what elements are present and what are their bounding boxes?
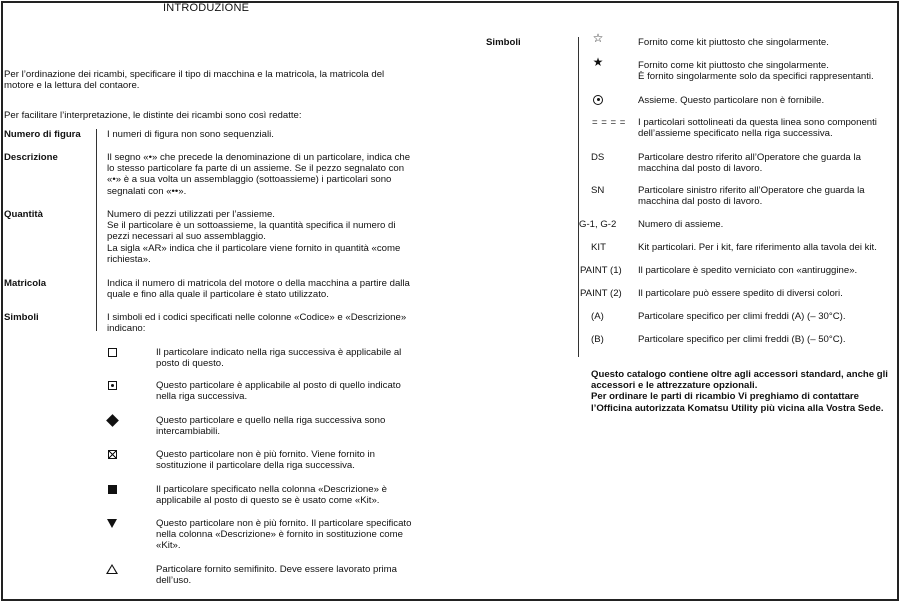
definition-label: Descrizione	[4, 152, 58, 163]
symbols-divider	[578, 37, 579, 357]
empty-star-icon: ☆	[592, 31, 604, 45]
triangle-down-icon	[104, 518, 120, 529]
catalog-note-line: Questo catalogo contiene oltre agli accessori standard, anche gli accessori e le attrezzature opzionali.	[591, 369, 888, 392]
definition-label: Matricola	[4, 278, 47, 289]
symbol-description: Particolare destro riferito all’Operatore che guarda la macchina dal posto di lavoro.	[638, 152, 861, 175]
definition-label: Numero di figura	[4, 129, 81, 140]
filled-square-icon	[104, 484, 120, 495]
code-paint-1: PAINT (1)	[580, 265, 622, 276]
code-b: (B)	[591, 334, 604, 345]
dotted-square-icon	[104, 380, 120, 391]
code-paint-2: PAINT (2)	[580, 288, 622, 299]
code-kit: KIT	[591, 242, 606, 253]
definition-line: La sigla «AR» indica che il particolare viene fornito in quantità «come richiesta».	[107, 242, 401, 265]
symbol-description: Numero di assieme.	[638, 219, 724, 230]
definition-line: Se il particolare è un sottoassieme, la quantità specifica il numero di pezzi necessari al suo assemblaggio.	[107, 220, 396, 243]
definition-text: I simboli ed i codici specificati nelle colonne «Codice» e «Descrizione» indicano:	[107, 312, 407, 335]
definition-text	[107, 209, 415, 265]
symbol-line: È fornito singolarmente solo da specifici rappresentanti.	[638, 71, 874, 83]
definition-label: Simboli	[4, 312, 39, 323]
symbol-description: Questo particolare e quello nella riga successiva sono intercambiabili.	[156, 415, 386, 438]
intro-paragraph-2: Per facilitare l’interpretazione, le distinte dei ricambi sono così redatte:	[4, 110, 302, 121]
symbol-description: Il particolare è spedito verniciato con «antiruggine».	[638, 265, 858, 276]
symbol-description: I particolari sottolineati da questa linea sono componenti dell’assieme specificato nella riga successiva.	[638, 117, 877, 140]
symbol-description	[638, 60, 896, 82]
symbol-description: Particolare specifico per climi freddi (B) (– 50°C).	[638, 334, 846, 345]
crossed-square-icon	[104, 449, 120, 460]
code-group: G-1, G-2	[579, 219, 617, 230]
symbol-description: Assieme. Questo particolare non è fornibile.	[638, 95, 825, 106]
code-ds: DS	[591, 152, 605, 163]
page-title: INTRODUZIONE	[163, 2, 250, 14]
symbol-description: Kit particolari. Per i kit, fare riferimento alla tavola dei kit.	[638, 242, 877, 253]
symbol-line: Fornito come kit piuttosto che singolarmente.	[638, 60, 829, 71]
dotted-circle-icon	[585, 94, 611, 105]
symbol-description: Il particolare indicato nella riga successiva è applicabile al posto di questo.	[156, 347, 402, 370]
symbol-description: Questo particolare non è più fornito. Viene fornito in sostituzione il particolare della riga successiva.	[156, 449, 376, 472]
filled-star-icon: ★	[592, 55, 604, 69]
catalog-note	[591, 369, 896, 414]
definition-label: Quantità	[4, 209, 43, 220]
symbol-description: Particolare specifico per climi freddi (A) (– 30°C).	[638, 311, 846, 322]
symbols-heading: Simboli	[486, 37, 521, 48]
symbol-description: Il particolare specificato nella colonna «Descrizione» è applicabile al posto di questo se è usato come «Kit».	[156, 484, 387, 507]
catalog-note-line: Per ordinare le parti di ricambio Vi preghiamo di contattare l’Officina autorizzata Komatsu Utility più vicina alla Vostra Sede.	[591, 391, 884, 414]
triangle-up-icon	[104, 564, 120, 575]
underline-code: = = = =	[592, 117, 626, 128]
symbol-description: Questo particolare non è più fornito. Il particolare specificato nella colonna «Descrizione» è fornito in sostituzione come «Kit».	[156, 518, 412, 552]
symbol-description: Fornito come kit piuttosto che singolarmente.	[638, 37, 829, 48]
definition-line: Numero di pezzi utilizzati per l’assieme.	[107, 209, 275, 220]
definitions-divider	[96, 151, 97, 331]
code-sn: SN	[591, 185, 605, 196]
symbol-description: Il particolare può essere spedito di diversi colori.	[638, 288, 843, 299]
definition-text: Indica il numero di matricola del motore o della macchina a partire dalla quale e fino alla quale il particolare è stato utilizzato.	[107, 278, 410, 301]
definition-text: Il segno «•» che precede la denominazione di un particolare, indica che lo stesso particolare fa parte di un assieme. Se il pezzo segnalato con «•» è a sua volta un assemblaggio (sottoassieme) i particolari sono segnalati con «••».	[107, 152, 411, 197]
code-a: (A)	[591, 311, 604, 322]
intro-paragraph-1: Per l’ordinazione dei ricambi, specificare il tipo di macchina e la matricola, la matricola del motore e la lettura del contaore.	[4, 69, 385, 92]
symbol-description: Particolare sinistro riferito all’Operatore che guarda la macchina dal posto di lavoro.	[638, 185, 865, 208]
empty-square-icon	[104, 347, 120, 358]
diamond-icon	[104, 415, 120, 426]
definition-text: I numeri di figura non sono sequenziali.	[107, 129, 274, 140]
symbol-description: Particolare fornito semifinito. Deve essere lavorato prima dell’uso.	[156, 564, 398, 587]
symbol-description: Questo particolare è applicabile al posto di quello indicato nella riga successiva.	[156, 380, 401, 403]
